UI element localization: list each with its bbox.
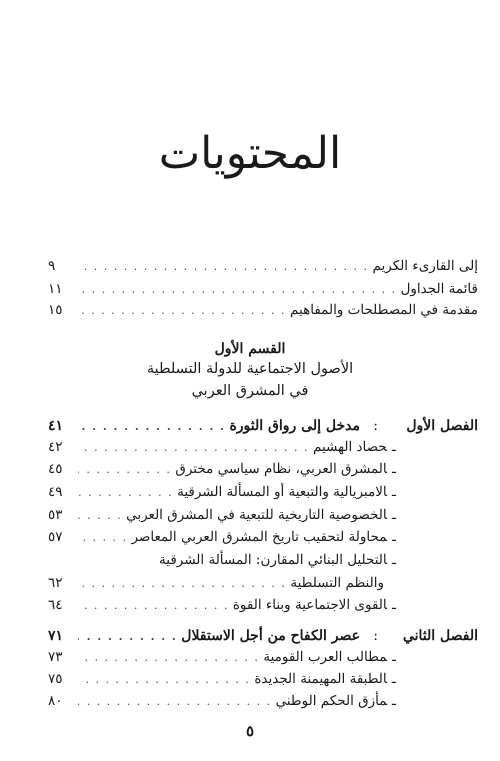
toc-subentry[interactable] (48, 460, 396, 478)
leader-dots (78, 649, 259, 667)
entry-title: الامبريالية والتبعية أو المسألة الشرقية (177, 484, 388, 500)
dash-marker: ـ (392, 484, 396, 500)
leader-dots (78, 628, 177, 646)
entry-title: الطبقة المهيمنة الجديدة (254, 671, 388, 687)
dash-marker: ـ (392, 649, 396, 665)
entry-title: إلى القارىء الكريم (372, 258, 478, 274)
toc-subentry[interactable] (48, 528, 396, 546)
dash-marker: ـ (392, 552, 396, 568)
toc-subentry[interactable] (48, 483, 396, 501)
chapter-entry[interactable] (48, 417, 360, 435)
leader-dots (78, 418, 225, 436)
leader-dots (78, 439, 309, 457)
dash-marker: ـ (392, 671, 396, 687)
chapter-label: الفصل الأول (406, 418, 478, 434)
leader-dots (78, 671, 250, 689)
dash-marker: ـ (392, 529, 396, 545)
dash-marker: ـ (392, 461, 396, 477)
toc-subentry[interactable] (48, 648, 396, 666)
leader-dots (78, 507, 122, 525)
toc-subentry[interactable] (48, 596, 396, 614)
toc-entry[interactable] (48, 280, 478, 298)
page-title: المحتويات (158, 128, 342, 179)
chapter-label: الفصل الثاني (402, 628, 478, 644)
entry-page: ٤٥ (48, 461, 63, 477)
toc-subentry[interactable] (48, 506, 396, 524)
entry-page: ٤١ (48, 418, 64, 434)
chapter-title: مدخل إلى رواق الثورة (229, 418, 360, 434)
entry-title: والنظم التسلطية (290, 575, 384, 591)
entry-page: ٥٣ (48, 507, 63, 523)
toc-subentry[interactable] (48, 670, 396, 688)
chapter-title: عصر الكفاح من أجل الاستقلال (181, 628, 360, 644)
entry-page: ٦٢ (48, 575, 63, 591)
part-subtitle: في المشرق العربي (191, 383, 309, 399)
entry-title: القوى الاجتماعية وبناء القوة (232, 597, 388, 613)
entry-title: مقدمة في المصطلحات والمفاهيم (290, 302, 478, 318)
chapter-entry[interactable] (48, 627, 360, 645)
entry-page: ٨٠ (48, 693, 63, 709)
entry-page: ٤٢ (48, 439, 63, 455)
toc-subentry-continued[interactable] (48, 574, 384, 592)
chapter-colon: : (373, 418, 378, 434)
entry-title: الخصوصية التاريخية للتبعية في المشرق العربي (126, 507, 388, 523)
entry-page: ٦٤ (48, 597, 63, 613)
entry-page: ٥٧ (48, 529, 63, 545)
toc-subentry[interactable] (48, 551, 396, 569)
toc-subentry[interactable] (48, 692, 396, 710)
entry-page: ١٥ (48, 302, 63, 318)
leader-dots (78, 597, 229, 615)
entry-title: مطالب العرب القومية (263, 649, 388, 665)
leader-dots (78, 258, 369, 276)
entry-page: ٧٣ (48, 649, 63, 665)
entry-page: ٧١ (48, 628, 64, 644)
entry-title: محاولة لتحقيب تاريخ المشرق العربي المعاصر (131, 529, 388, 545)
entry-page: ٤٩ (48, 484, 63, 500)
dash-marker: ـ (392, 439, 396, 455)
entry-title: المشرق العربي، نظام سياسي مخترق (175, 461, 388, 477)
entry-page: ٧٥ (48, 671, 63, 687)
page-number: ٥ (245, 722, 255, 740)
chapter-colon: : (373, 628, 378, 644)
entry-page: ١١ (48, 281, 63, 297)
toc-subentry[interactable] (48, 438, 396, 456)
dash-marker: ـ (392, 597, 396, 613)
part-heading: القسم الأول (214, 341, 286, 357)
leader-dots (78, 693, 272, 711)
entry-title: حصاد الهشيم (313, 439, 388, 455)
entry-title: مأزق الحكم الوطني (275, 693, 388, 709)
leader-dots (78, 302, 286, 320)
leader-dots (78, 575, 286, 593)
leader-dots (78, 529, 127, 547)
part-subtitle: الأصول الاجتماعية للدولة التسلطية (146, 361, 354, 377)
dash-marker: ـ (392, 507, 396, 523)
leader-dots (78, 461, 171, 479)
toc-entry[interactable] (48, 301, 478, 319)
entry-page: ٩ (48, 258, 56, 274)
entry-title: قائمة الجداول (400, 281, 478, 297)
entry-title: التحليل البنائي المقارن: المسألة الشرقية (159, 552, 388, 568)
dash-marker: ـ (392, 693, 396, 709)
leader-dots (78, 484, 173, 502)
toc-entry[interactable] (48, 257, 478, 275)
leader-dots (78, 281, 397, 299)
